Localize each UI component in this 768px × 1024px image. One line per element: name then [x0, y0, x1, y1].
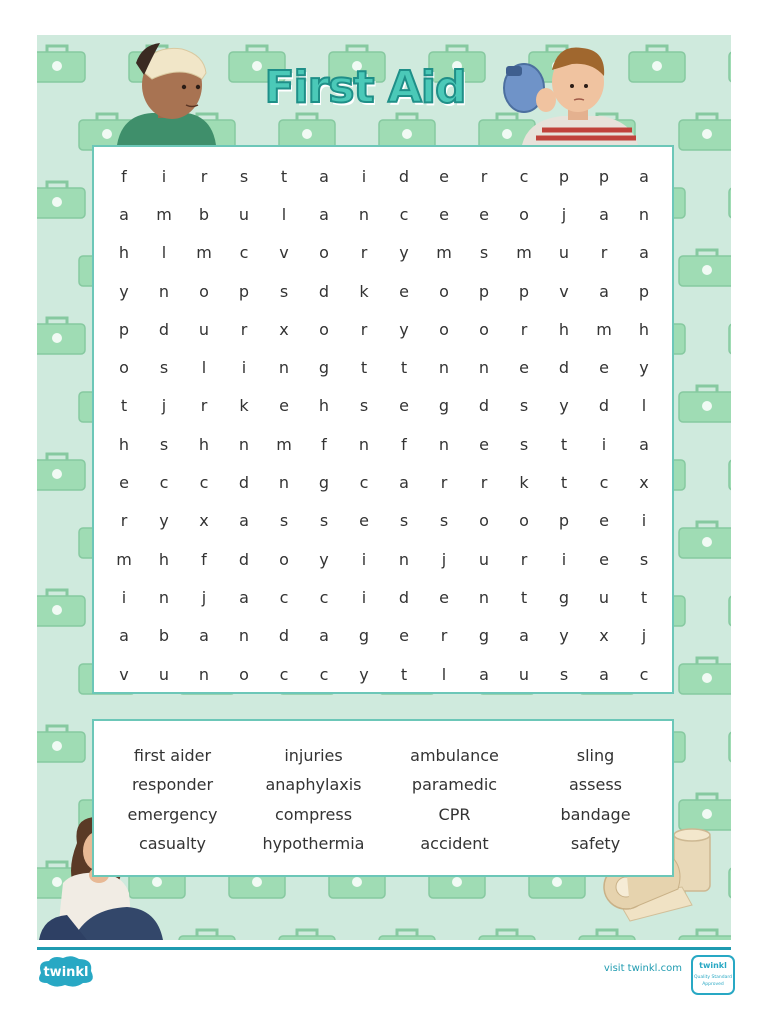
- grid-letter[interactable]: p: [478, 281, 490, 301]
- grid-letter[interactable]: a: [319, 626, 329, 646]
- grid-letter[interactable]: h: [318, 396, 330, 416]
- grid-letter[interactable]: n: [438, 358, 450, 378]
- grid-letter[interactable]: t: [640, 587, 648, 607]
- grid-letter[interactable]: o: [439, 319, 449, 339]
- grid-letter[interactable]: p: [118, 319, 130, 339]
- grid-letter[interactable]: c: [639, 664, 649, 684]
- grid-letter[interactable]: c: [319, 664, 329, 684]
- grid-letter[interactable]: n: [238, 626, 250, 646]
- first-aid-kit-icon: [37, 318, 85, 354]
- grid-letter[interactable]: k: [519, 473, 529, 493]
- grid-letter[interactable]: a: [639, 434, 649, 454]
- grid-letter[interactable]: s: [399, 511, 409, 531]
- first-aid-kit-icon: [37, 46, 85, 82]
- grid-letter[interactable]: x: [279, 319, 289, 339]
- first-aid-kit-icon: [729, 46, 731, 82]
- grid-letter[interactable]: a: [319, 166, 329, 186]
- grid-letter[interactable]: c: [599, 473, 609, 493]
- grid-letter[interactable]: r: [200, 396, 208, 416]
- grid-letter[interactable]: u: [478, 549, 490, 569]
- first-aid-kit-icon: [729, 182, 731, 218]
- grid-letter[interactable]: c: [399, 204, 409, 224]
- grid-letter[interactable]: a: [639, 166, 649, 186]
- grid-letter[interactable]: e: [599, 549, 609, 569]
- grid-letter[interactable]: u: [598, 587, 610, 607]
- word-list-item: emergency: [127, 804, 218, 824]
- grid-letter[interactable]: m: [156, 204, 172, 224]
- grid-letter[interactable]: x: [599, 626, 609, 646]
- grid-letter[interactable]: i: [601, 434, 607, 454]
- grid-letter[interactable]: u: [158, 664, 170, 684]
- grid-letter[interactable]: n: [478, 358, 490, 378]
- grid-letter[interactable]: r: [480, 473, 488, 493]
- grid-letter[interactable]: y: [319, 549, 329, 569]
- grid-letter[interactable]: d: [278, 626, 290, 646]
- first-aid-kit-icon: [37, 726, 85, 762]
- grid-letter[interactable]: e: [119, 473, 129, 493]
- word-list-item: casualty: [138, 833, 207, 853]
- word-list-item: ambulance: [410, 746, 499, 765]
- grid-letter[interactable]: m: [276, 434, 292, 454]
- badge-line-2: Approved: [702, 982, 724, 987]
- grid-letter[interactable]: c: [199, 473, 209, 493]
- word-list-item: bandage: [560, 804, 631, 824]
- grid-letter[interactable]: h: [638, 319, 650, 339]
- grid-letter[interactable]: h: [558, 319, 570, 339]
- grid-letter[interactable]: c: [279, 664, 289, 684]
- grid-letter[interactable]: o: [439, 281, 449, 301]
- word-list-item: anaphylaxis: [265, 775, 362, 795]
- grid-letter[interactable]: u: [198, 319, 210, 339]
- grid-letter[interactable]: l: [281, 204, 287, 224]
- grid-letter[interactable]: f: [121, 166, 127, 186]
- grid-letter[interactable]: f: [321, 434, 327, 454]
- grid-letter[interactable]: r: [360, 243, 368, 263]
- grid-letter[interactable]: g: [318, 473, 330, 493]
- grid-letter[interactable]: a: [199, 626, 209, 646]
- grid-letter[interactable]: n: [158, 587, 170, 607]
- grid-letter[interactable]: m: [196, 243, 212, 263]
- grid-letter[interactable]: n: [198, 664, 210, 684]
- grid-letter[interactable]: s: [559, 664, 569, 684]
- first-aid-kit-icon: [679, 522, 731, 558]
- grid-letter[interactable]: d: [318, 281, 330, 301]
- first-aid-kit-icon: [679, 658, 731, 694]
- grid-letter[interactable]: a: [399, 473, 409, 493]
- word-list-item: responder: [131, 775, 214, 795]
- grid-letter[interactable]: t: [560, 473, 568, 493]
- grid-letter[interactable]: a: [639, 243, 649, 263]
- grid-letter[interactable]: s: [159, 358, 169, 378]
- grid-letter[interactable]: m: [596, 319, 612, 339]
- grid-letter[interactable]: d: [558, 358, 570, 378]
- grid-letter[interactable]: n: [478, 587, 490, 607]
- grid-letter[interactable]: m: [436, 243, 452, 263]
- grid-letter[interactable]: y: [159, 511, 169, 531]
- visit-link[interactable]: visit twinkl.com: [603, 963, 682, 974]
- grid-letter[interactable]: a: [319, 204, 329, 224]
- grid-letter[interactable]: o: [119, 358, 129, 378]
- grid-letter[interactable]: s: [439, 511, 449, 531]
- grid-letter[interactable]: p: [558, 511, 570, 531]
- grid-letter[interactable]: a: [599, 664, 609, 684]
- grid-letter[interactable]: d: [478, 396, 490, 416]
- grid-letter[interactable]: u: [238, 204, 250, 224]
- grid-letter[interactable]: h: [198, 434, 210, 454]
- first-aid-kit-icon: [37, 182, 85, 218]
- grid-letter[interactable]: c: [519, 166, 529, 186]
- grid-letter[interactable]: g: [318, 358, 330, 378]
- first-aid-kit-icon: [729, 318, 731, 354]
- grid-letter[interactable]: r: [520, 319, 528, 339]
- grid-letter[interactable]: o: [479, 319, 489, 339]
- grid-letter[interactable]: c: [359, 473, 369, 493]
- grid-letter[interactable]: d: [238, 473, 250, 493]
- grid-letter[interactable]: a: [239, 587, 249, 607]
- grid-letter[interactable]: i: [361, 549, 367, 569]
- word-list-item: compress: [274, 804, 353, 824]
- grid-letter[interactable]: e: [479, 204, 489, 224]
- grid-letter[interactable]: r: [440, 473, 448, 493]
- grid-letter[interactable]: d: [158, 319, 170, 339]
- grid-letter[interactable]: i: [361, 166, 367, 186]
- grid-letter[interactable]: d: [598, 396, 610, 416]
- grid-letter[interactable]: o: [479, 511, 489, 531]
- grid-letter[interactable]: f: [201, 549, 207, 569]
- grid-letter[interactable]: l: [161, 243, 167, 263]
- grid-letter[interactable]: i: [161, 166, 167, 186]
- grid-letter[interactable]: y: [119, 281, 129, 301]
- grid-letter[interactable]: y: [399, 319, 409, 339]
- first-aid-kit-icon: [279, 930, 335, 940]
- grid-letter[interactable]: e: [439, 166, 449, 186]
- grid-letter[interactable]: c: [159, 473, 169, 493]
- grid-letter[interactable]: j: [441, 549, 447, 569]
- first-aid-kit-icon: [679, 930, 731, 940]
- first-aid-kit-icon: [37, 590, 85, 626]
- grid-letter[interactable]: s: [519, 434, 529, 454]
- word-list-item: first aider: [133, 746, 212, 765]
- grid-letter[interactable]: r: [200, 166, 208, 186]
- grid-letter[interactable]: y: [399, 243, 409, 263]
- grid-letter[interactable]: a: [239, 511, 249, 531]
- grid-letter[interactable]: g: [438, 396, 450, 416]
- grid-letter[interactable]: r: [240, 319, 248, 339]
- grid-letter[interactable]: x: [639, 473, 649, 493]
- grid-letter[interactable]: a: [119, 204, 129, 224]
- grid-letter[interactable]: u: [558, 243, 570, 263]
- grid-letter[interactable]: c: [279, 587, 289, 607]
- grid-letter[interactable]: m: [116, 549, 132, 569]
- grid-letter[interactable]: r: [440, 626, 448, 646]
- grid-letter[interactable]: h: [158, 549, 170, 569]
- grid-letter[interactable]: c: [239, 243, 249, 263]
- word-list-item: paramedic: [411, 775, 498, 795]
- first-aid-kit-icon: [729, 590, 731, 626]
- first-aid-kit-icon: [729, 862, 731, 898]
- grid-letter[interactable]: j: [201, 587, 207, 607]
- grid-letter[interactable]: a: [519, 626, 529, 646]
- letter-grid: [104, 157, 664, 693]
- grid-letter[interactable]: o: [519, 204, 529, 224]
- word-list-item: CPR: [438, 804, 471, 824]
- grid-letter[interactable]: n: [438, 434, 450, 454]
- grid-letter[interactable]: s: [159, 434, 169, 454]
- grid-letter[interactable]: o: [519, 511, 529, 531]
- grid-letter[interactable]: i: [121, 587, 127, 607]
- grid-letter[interactable]: t: [560, 434, 568, 454]
- grid-letter[interactable]: u: [518, 664, 530, 684]
- grid-letter[interactable]: j: [561, 204, 567, 224]
- grid-letter[interactable]: n: [398, 549, 410, 569]
- grid-letter[interactable]: o: [319, 243, 329, 263]
- grid-letter[interactable]: l: [201, 358, 207, 378]
- grid-letter[interactable]: l: [641, 396, 647, 416]
- grid-letter[interactable]: y: [559, 396, 569, 416]
- grid-letter[interactable]: o: [319, 319, 329, 339]
- grid-letter[interactable]: s: [519, 396, 529, 416]
- grid-letter[interactable]: p: [558, 166, 570, 186]
- grid-letter[interactable]: i: [241, 358, 247, 378]
- grid-letter[interactable]: s: [359, 396, 369, 416]
- grid-letter[interactable]: e: [479, 434, 489, 454]
- grid-letter[interactable]: i: [361, 587, 367, 607]
- grid-letter[interactable]: a: [599, 204, 609, 224]
- grid-letter[interactable]: n: [358, 434, 370, 454]
- grid-letter[interactable]: g: [358, 626, 370, 646]
- grid-letter[interactable]: i: [561, 549, 567, 569]
- grid-letter[interactable]: s: [479, 243, 489, 263]
- grid-letter[interactable]: n: [238, 434, 250, 454]
- grid-letter[interactable]: v: [119, 664, 129, 684]
- grid-letter[interactable]: b: [198, 204, 210, 224]
- grid-letter[interactable]: j: [161, 396, 167, 416]
- grid-letter[interactable]: l: [441, 664, 447, 684]
- grid-letter[interactable]: r: [480, 166, 488, 186]
- grid-letter[interactable]: d: [238, 549, 250, 569]
- grid-letter[interactable]: m: [516, 243, 532, 263]
- first-aid-kit-icon: [679, 114, 731, 150]
- grid-letter[interactable]: d: [398, 587, 410, 607]
- first-aid-kit-icon: [479, 930, 535, 940]
- word-list: [102, 741, 666, 858]
- grid-letter[interactable]: d: [398, 166, 410, 186]
- word-list-item: accident: [420, 833, 489, 853]
- grid-letter[interactable]: a: [119, 626, 129, 646]
- grid-letter[interactable]: s: [319, 511, 329, 531]
- grid-letter[interactable]: v: [559, 281, 569, 301]
- first-aid-kit-icon: [579, 930, 635, 940]
- first-aid-kit-icon: [729, 726, 731, 762]
- twinkl-logo-text: twinkl: [43, 965, 89, 980]
- grid-letter[interactable]: y: [639, 358, 649, 378]
- grid-letter[interactable]: e: [439, 587, 449, 607]
- grid-letter[interactable]: o: [239, 664, 249, 684]
- grid-letter[interactable]: e: [599, 358, 609, 378]
- grid-letter[interactable]: j: [641, 626, 647, 646]
- word-list-item: assess: [569, 775, 622, 795]
- first-aid-kit-icon: [679, 794, 731, 830]
- grid-letter[interactable]: s: [279, 281, 289, 301]
- grid-letter[interactable]: e: [519, 358, 529, 378]
- grid-letter[interactable]: p: [638, 281, 650, 301]
- grid-letter[interactable]: n: [638, 204, 650, 224]
- grid-letter[interactable]: p: [518, 281, 530, 301]
- grid-letter[interactable]: s: [239, 166, 249, 186]
- grid-letter[interactable]: e: [399, 626, 409, 646]
- grid-letter[interactable]: n: [158, 281, 170, 301]
- badge-line-1: Quality Standard: [694, 975, 732, 980]
- grid-letter[interactable]: s: [639, 549, 649, 569]
- grid-letter[interactable]: n: [358, 204, 370, 224]
- grid-letter[interactable]: a: [599, 281, 609, 301]
- boy-ice-pack-illustration: [502, 40, 642, 145]
- word-list-panel: [92, 719, 674, 877]
- grid-letter[interactable]: t: [400, 358, 408, 378]
- word-list-item: sling: [576, 746, 615, 765]
- twinkl-logo[interactable]: [35, 953, 97, 989]
- first-aid-kit-icon: [679, 250, 731, 286]
- grid-letter[interactable]: t: [120, 396, 128, 416]
- grid-letter[interactable]: e: [399, 396, 409, 416]
- word-list-item: injuries: [284, 746, 343, 765]
- grid-letter[interactable]: h: [118, 243, 130, 263]
- grid-letter[interactable]: h: [118, 434, 130, 454]
- grid-letter[interactable]: g: [558, 587, 570, 607]
- first-aid-kit-icon: [729, 454, 731, 490]
- grid-letter[interactable]: y: [359, 664, 369, 684]
- page-title: First Aid: [264, 62, 466, 113]
- grid-letter[interactable]: p: [598, 166, 610, 186]
- grid-letter[interactable]: v: [279, 243, 289, 263]
- badge-brand: twinkl: [699, 961, 727, 970]
- grid-letter[interactable]: k: [239, 396, 249, 416]
- grid-letter[interactable]: t: [520, 587, 528, 607]
- grid-letter[interactable]: x: [199, 511, 209, 531]
- grid-letter[interactable]: o: [199, 281, 209, 301]
- grid-letter[interactable]: g: [478, 626, 490, 646]
- word-list-item: hypothermia: [262, 833, 365, 853]
- grid-letter[interactable]: c: [319, 587, 329, 607]
- first-aid-kit-icon: [679, 386, 731, 422]
- first-aid-kit-icon: [179, 930, 235, 940]
- grid-letter[interactable]: n: [278, 358, 290, 378]
- grid-letter[interactable]: o: [279, 549, 289, 569]
- first-aid-kit-icon: [379, 930, 435, 940]
- first-aid-kit-icon: [37, 454, 85, 490]
- grid-letter[interactable]: t: [360, 358, 368, 378]
- grid-letter[interactable]: e: [439, 204, 449, 224]
- grid-letter[interactable]: k: [359, 281, 369, 301]
- grid-letter[interactable]: r: [120, 511, 128, 531]
- grid-letter[interactable]: s: [279, 511, 289, 531]
- word-search-grid-panel: [92, 145, 674, 694]
- grid-letter[interactable]: b: [158, 626, 170, 646]
- grid-letter[interactable]: t: [280, 166, 288, 186]
- grid-letter[interactable]: p: [238, 281, 250, 301]
- grid-letter[interactable]: r: [600, 243, 608, 263]
- grid-letter[interactable]: e: [399, 281, 409, 301]
- grid-letter[interactable]: i: [641, 511, 647, 531]
- grid-letter[interactable]: e: [279, 396, 289, 416]
- quality-badge-icon: [691, 955, 735, 995]
- grid-letter[interactable]: r: [520, 549, 528, 569]
- grid-letter[interactable]: n: [278, 473, 290, 493]
- grid-letter[interactable]: e: [359, 511, 369, 531]
- boy-head-bandage-illustration: [112, 35, 222, 145]
- grid-letter[interactable]: y: [559, 626, 569, 646]
- grid-letter[interactable]: e: [599, 511, 609, 531]
- grid-letter[interactable]: t: [400, 664, 408, 684]
- grid-letter[interactable]: f: [401, 434, 407, 454]
- footer-divider: [37, 947, 731, 950]
- word-list-item: safety: [570, 833, 621, 853]
- grid-letter[interactable]: r: [360, 319, 368, 339]
- grid-letter[interactable]: a: [479, 664, 489, 684]
